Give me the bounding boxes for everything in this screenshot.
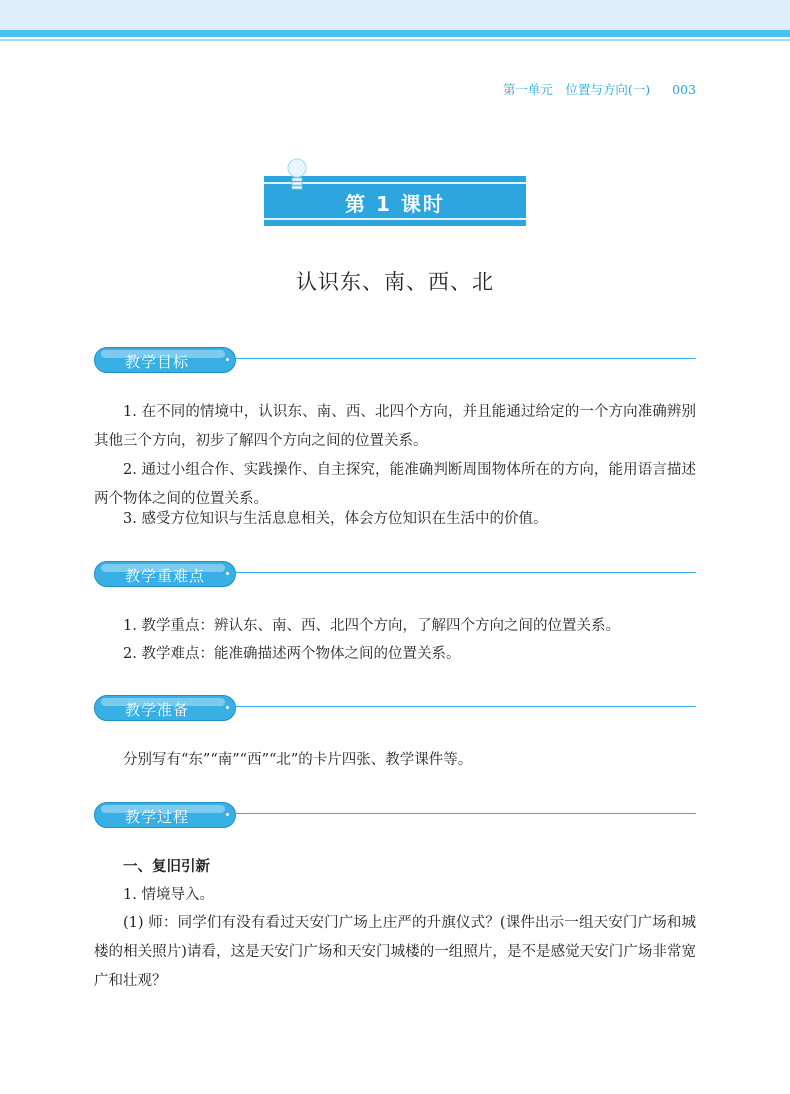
top-accent-line xyxy=(0,30,790,37)
section-header-process xyxy=(94,802,696,828)
key-point-item: 1. 教学重点：辨认东、南、西、北四个方向，了解四个方向之间的位置关系。 xyxy=(123,618,620,634)
section-pill xyxy=(94,802,236,828)
lesson-banner-title: 第 1 课时 xyxy=(345,192,445,216)
section-heading: 教学重难点 xyxy=(125,567,206,585)
section-pill xyxy=(94,347,236,373)
banner-stripe xyxy=(264,218,526,220)
section-rule xyxy=(234,358,696,359)
page-number: 003 xyxy=(672,82,696,97)
section-header-goals xyxy=(94,347,696,373)
section-pill xyxy=(94,695,236,721)
preparation-text: 分别写有“东”“南”“西”“北”的卡片四张、教学课件等。 xyxy=(123,752,473,768)
section-pill xyxy=(94,561,236,587)
section-rule xyxy=(234,572,696,573)
section-heading: 教学准备 xyxy=(125,701,190,719)
running-header xyxy=(503,80,696,98)
section-rule xyxy=(234,813,696,814)
goal-item: 3. 感受方位知识与生活息息相关，体会方位知识在生活中的价值。 xyxy=(123,511,548,527)
goal-item: 1. 在不同的情境中，认识东、南、西、北四个方向，并且能通过给定的一个方向准确辨别其他三个方向，初步了解四个方向之间的位置关系。 xyxy=(94,404,696,449)
top-accent-thin-line xyxy=(0,39,790,41)
goal-item: 2. 通过小组合作、实践操作、自主探究，能准确判断周围物体所在的方向，能用语言描述两个物体之间的位置关系。 xyxy=(94,462,696,507)
lightbulb-icon xyxy=(287,158,307,196)
section-header-key-points xyxy=(94,561,696,587)
process-subheading: 一、复旧引新 xyxy=(123,859,210,875)
page-title: 认识东、南、西、北 xyxy=(296,270,494,294)
top-band xyxy=(0,0,790,30)
process-text: (1) 师：同学们有没有看过天安门广场上庄严的升旗仪式？(课件出示一组天安门广场和城楼的相关照片)请看，这是天安门广场和天安门城楼的一组照片，是不是感觉天安门广场非常宽广和壮观？ xyxy=(94,915,696,989)
section-heading: 教学目标 xyxy=(125,353,190,371)
section-heading: 教学过程 xyxy=(125,808,190,826)
unit-title: 第一单元 位置与方向(一) xyxy=(502,82,651,97)
section-header-preparation xyxy=(94,695,696,721)
section-rule xyxy=(234,706,696,707)
key-point-item: 2. 教学难点：能准确描述两个物体之间的位置关系。 xyxy=(123,646,461,662)
process-step: 1. 情境导入。 xyxy=(123,887,214,903)
